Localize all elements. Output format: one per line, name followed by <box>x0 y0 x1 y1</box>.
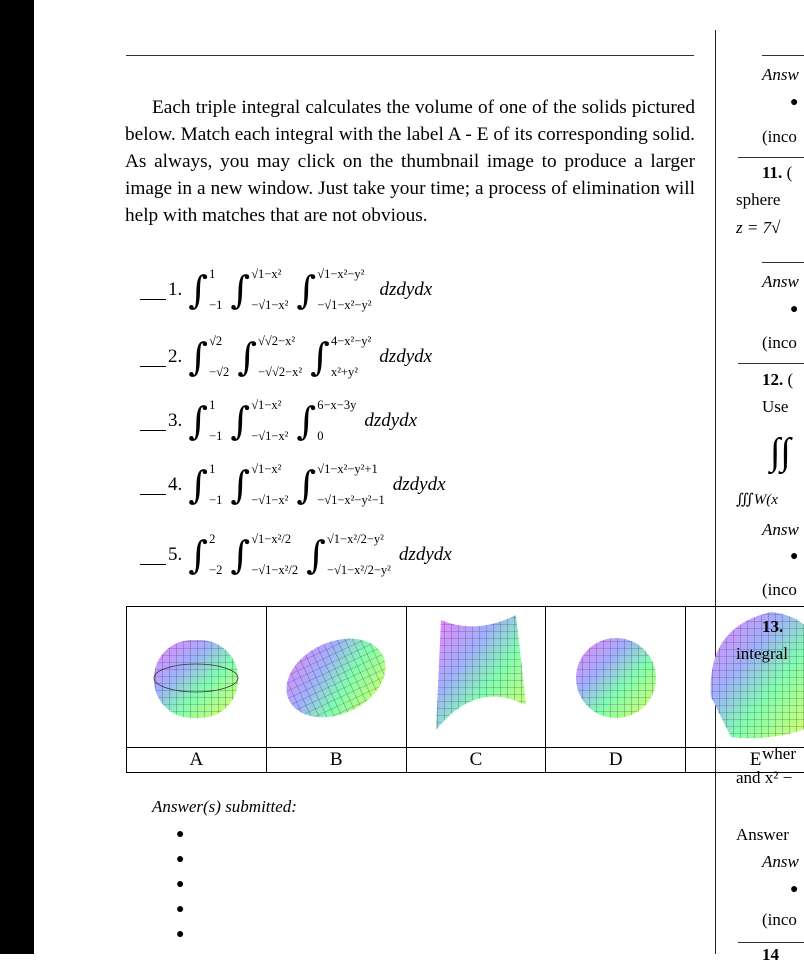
column-divider <box>715 30 716 954</box>
integral-number: 1. <box>168 279 183 300</box>
problem-13-number: 13. <box>762 617 784 636</box>
integral-number: 3. <box>168 410 183 431</box>
problem-13-where: wher <box>762 744 796 763</box>
right-rule <box>738 942 804 943</box>
integral-number: 5. <box>168 544 183 565</box>
answers-label-right: Answ <box>762 272 799 291</box>
problem-13-text: integral <box>736 644 788 663</box>
answer-prompt: Answer <box>736 825 789 844</box>
problem-12-expression: ∭W(x <box>736 492 778 508</box>
integral-4: 4. ∫ 1 −1 ∫ √1−x² −√1−x² ∫ √1−x²−y²+1 −√1−x²−y²−1 dzdydx <box>140 465 446 505</box>
answer-bullet: ● <box>176 852 185 867</box>
answer-bullet: ● <box>176 827 185 842</box>
answer-bullet: ● <box>176 902 185 917</box>
right-rule <box>738 363 804 364</box>
answer-bullet: ● <box>790 549 799 564</box>
left-black-margin <box>0 0 34 954</box>
answer-blank-3[interactable] <box>140 412 166 431</box>
incorrect-note: (inco <box>762 127 797 146</box>
answer-blank-2[interactable] <box>140 348 166 367</box>
problem-11-number: 11. ( <box>762 163 793 182</box>
label-a: A <box>127 748 267 773</box>
thumbnail-a[interactable] <box>127 607 267 748</box>
sphere-solid-icon <box>561 620 671 730</box>
double-integral-symbol: ∫∫ <box>770 431 791 473</box>
problem-11-text: sphere <box>736 190 781 209</box>
incorrect-note: (inco <box>762 580 797 599</box>
answer-bullet: ● <box>790 95 799 110</box>
label-e: E <box>686 748 804 773</box>
label-c: C <box>406 748 546 773</box>
problem-11-equation: z = 7√ <box>736 218 781 237</box>
answer-blank-1[interactable] <box>140 281 166 300</box>
answer-bullet: ● <box>790 302 799 317</box>
integral-number: 2. <box>168 346 183 367</box>
incorrect-note: (inco <box>762 910 797 929</box>
label-b: B <box>266 748 406 773</box>
slanted-cylinder-solid-icon <box>691 607 804 742</box>
answer-blank-4[interactable] <box>140 476 166 495</box>
incorrect-note: (inco <box>762 333 797 352</box>
thumbnail-c[interactable] <box>406 607 546 748</box>
answer-bullet: ● <box>176 927 185 942</box>
top-rule <box>126 55 694 56</box>
ellipsoid-solid-icon <box>276 620 396 730</box>
right-rule <box>738 157 804 158</box>
integral-number: 4. <box>168 474 183 495</box>
answer-bullet: ● <box>790 882 799 897</box>
answers-label-right: Answ <box>762 852 799 871</box>
integral-3: 3. ∫ 1 −1 ∫ √1−x² −√1−x² ∫ 6−x−3y 0 dzdydx <box>140 401 417 441</box>
label-d: D <box>546 748 686 773</box>
solids-thumbnail-table <box>126 606 804 773</box>
capsule-solid-icon <box>141 620 251 730</box>
integral-5: 5. ∫ 2 −2 ∫ √1−x²/2 −√1−x²/2 ∫ √1−x²/2−y² −√1−x²/2−y² dzdydx <box>140 535 452 575</box>
problem-14-number: 14 <box>762 945 779 964</box>
problem-12-text: Use <box>762 397 789 416</box>
thumbnail-b[interactable] <box>266 607 406 748</box>
answer-blank-5[interactable] <box>140 546 166 565</box>
answers-submitted-label: Answer(s) submitted: <box>152 797 297 816</box>
answers-label-right: Answ <box>762 520 799 539</box>
saddle-solid-icon <box>416 610 536 740</box>
integral-1: 1. ∫ 1 −1 ∫ √1−x² −√1−x² ∫ √1−x²−y² −√1−x²−y² dzdydx <box>140 270 432 310</box>
answer-bullet: ● <box>176 877 185 892</box>
problem-13-condition: and x² − <box>736 768 793 787</box>
thumbnail-e[interactable] <box>686 607 804 748</box>
thumbnail-d[interactable] <box>546 607 686 748</box>
answers-label-right: Answ <box>762 65 799 84</box>
right-rule <box>762 55 804 56</box>
right-rule <box>762 262 804 263</box>
integral-2: 2. ∫ √2 −√2 ∫ √√2−x² −√√2−x² ∫ 4−x²−y² x²+y² dzdydx <box>140 337 432 377</box>
problem-instructions: Each triple integral calculates the volume of one of the solids pictured below. Match each integral with the label A - E of its corresponding solid. As always, you may click on the thumbnail image to produce a larger image in a new window. Just take your time; a process of elimination will help with matches that are not obvious. <box>125 97 695 226</box>
problem-12-number: 12. ( <box>762 370 794 389</box>
